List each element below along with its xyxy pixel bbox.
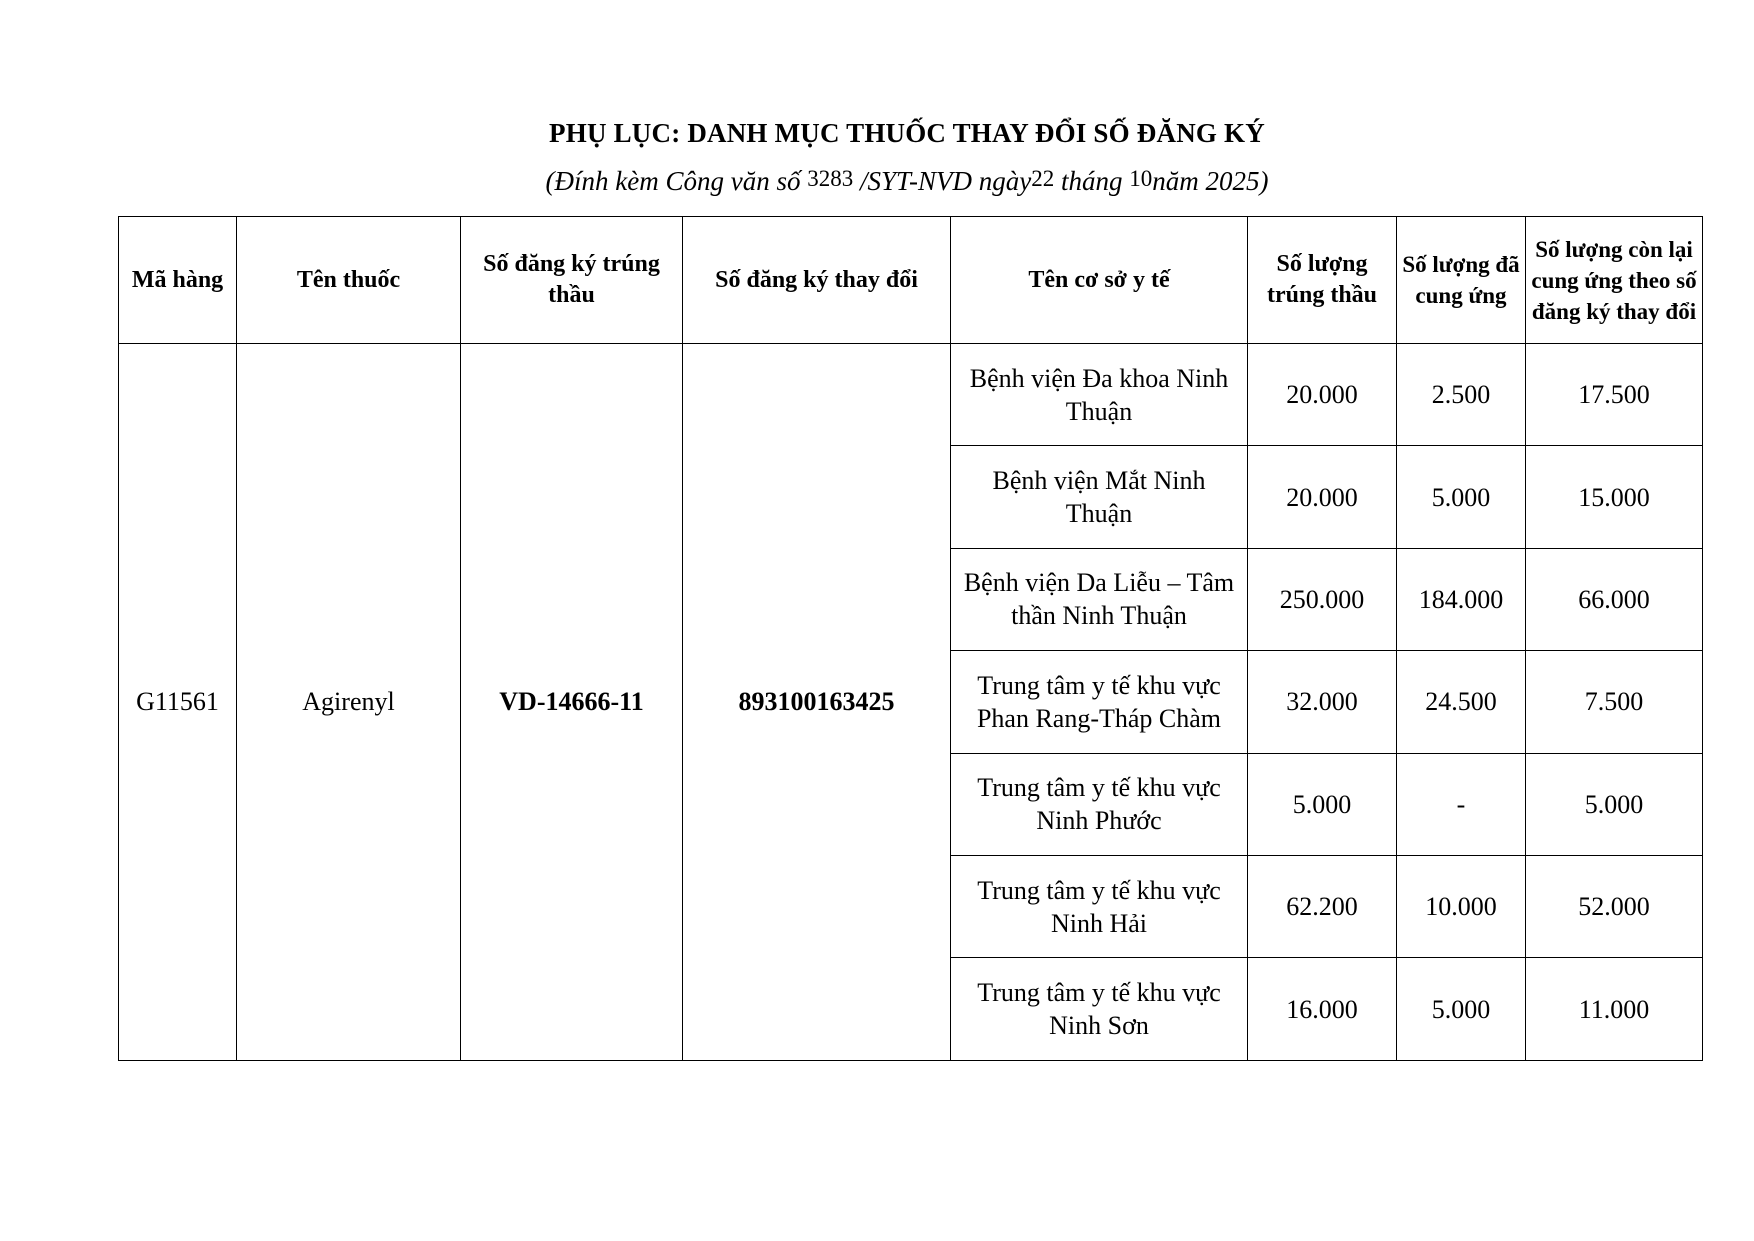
qty-supplied: 24.500 xyxy=(1397,651,1526,753)
facility-name: Bệnh viện Mắt Ninh Thuận xyxy=(951,446,1248,548)
header-drug-name: Tên thuốc xyxy=(237,217,461,344)
qty-remaining: 17.500 xyxy=(1526,344,1703,446)
qty-won: 32.000 xyxy=(1248,651,1397,753)
qty-supplied: 5.000 xyxy=(1397,958,1526,1060)
facility-name: Bệnh viện Da Liễu – Tâm thần Ninh Thuận xyxy=(951,548,1248,650)
qty-won: 20.000 xyxy=(1248,446,1397,548)
qty-won: 62.200 xyxy=(1248,855,1397,957)
qty-won: 20.000 xyxy=(1248,344,1397,446)
qty-supplied: - xyxy=(1397,753,1526,855)
header-facility: Tên cơ sở y tế xyxy=(951,217,1248,344)
qty-won: 250.000 xyxy=(1248,548,1397,650)
subtitle-month: 10 xyxy=(1129,166,1153,191)
qty-supplied: 5.000 xyxy=(1397,446,1526,548)
facility-name: Trung tâm y tế khu vực Ninh Hải xyxy=(951,855,1248,957)
qty-remaining: 7.500 xyxy=(1526,651,1703,753)
item-reg-won: VD-14666-11 xyxy=(461,344,683,1061)
subtitle-mid2: tháng xyxy=(1054,166,1130,196)
qty-won: 16.000 xyxy=(1248,958,1397,1060)
qty-remaining: 11.000 xyxy=(1526,958,1703,1060)
qty-remaining: 5.000 xyxy=(1526,753,1703,855)
document-subtitle xyxy=(0,166,1754,197)
item-drug-name: Agirenyl xyxy=(237,344,461,1061)
header-reg-changed: Số đăng ký thay đổi xyxy=(683,217,951,344)
header-qty-won: Số lượng trúng thầu xyxy=(1248,217,1397,344)
facility-name: Trung tâm y tế khu vực Phan Rang-Tháp Chàm xyxy=(951,651,1248,753)
qty-remaining: 52.000 xyxy=(1526,855,1703,957)
header-code: Mã hàng xyxy=(119,217,237,344)
subtitle-prefix: (Đính kèm Công văn số xyxy=(545,166,808,196)
table-header-row xyxy=(119,217,1703,344)
table-row xyxy=(119,344,1703,446)
subtitle-doc-number: 3283 xyxy=(807,166,854,191)
item-code: G11561 xyxy=(119,344,237,1061)
drug-registration-table xyxy=(118,216,1703,1061)
facility-name: Trung tâm y tế khu vực Ninh Sơn xyxy=(951,958,1248,1060)
header-qty-remaining: Số lượng còn lại cung ứng theo số đăng ký thay đổi xyxy=(1526,217,1703,344)
qty-supplied: 10.000 xyxy=(1397,855,1526,957)
subtitle-mid1: /SYT-NVD ngày xyxy=(853,166,1032,196)
qty-won: 5.000 xyxy=(1248,753,1397,855)
subtitle-day: 22 xyxy=(1031,166,1055,191)
header-reg-won: Số đăng ký trúng thầu xyxy=(461,217,683,344)
document-title: PHỤ LỤC: DANH MỤC THUỐC THAY ĐỔI SỐ ĐĂNG KÝ xyxy=(549,118,1265,148)
header-qty-supplied: Số lượng đã cung ứng xyxy=(1397,217,1526,344)
qty-supplied: 2.500 xyxy=(1397,344,1526,446)
item-reg-changed: 893100163425 xyxy=(683,344,951,1061)
qty-remaining: 15.000 xyxy=(1526,446,1703,548)
qty-remaining: 66.000 xyxy=(1526,548,1703,650)
qty-supplied: 184.000 xyxy=(1397,548,1526,650)
facility-name: Trung tâm y tế khu vực Ninh Phước xyxy=(951,753,1248,855)
subtitle-suffix: năm 2025) xyxy=(1152,166,1269,196)
facility-name: Bệnh viện Đa khoa Ninh Thuận xyxy=(951,344,1248,446)
